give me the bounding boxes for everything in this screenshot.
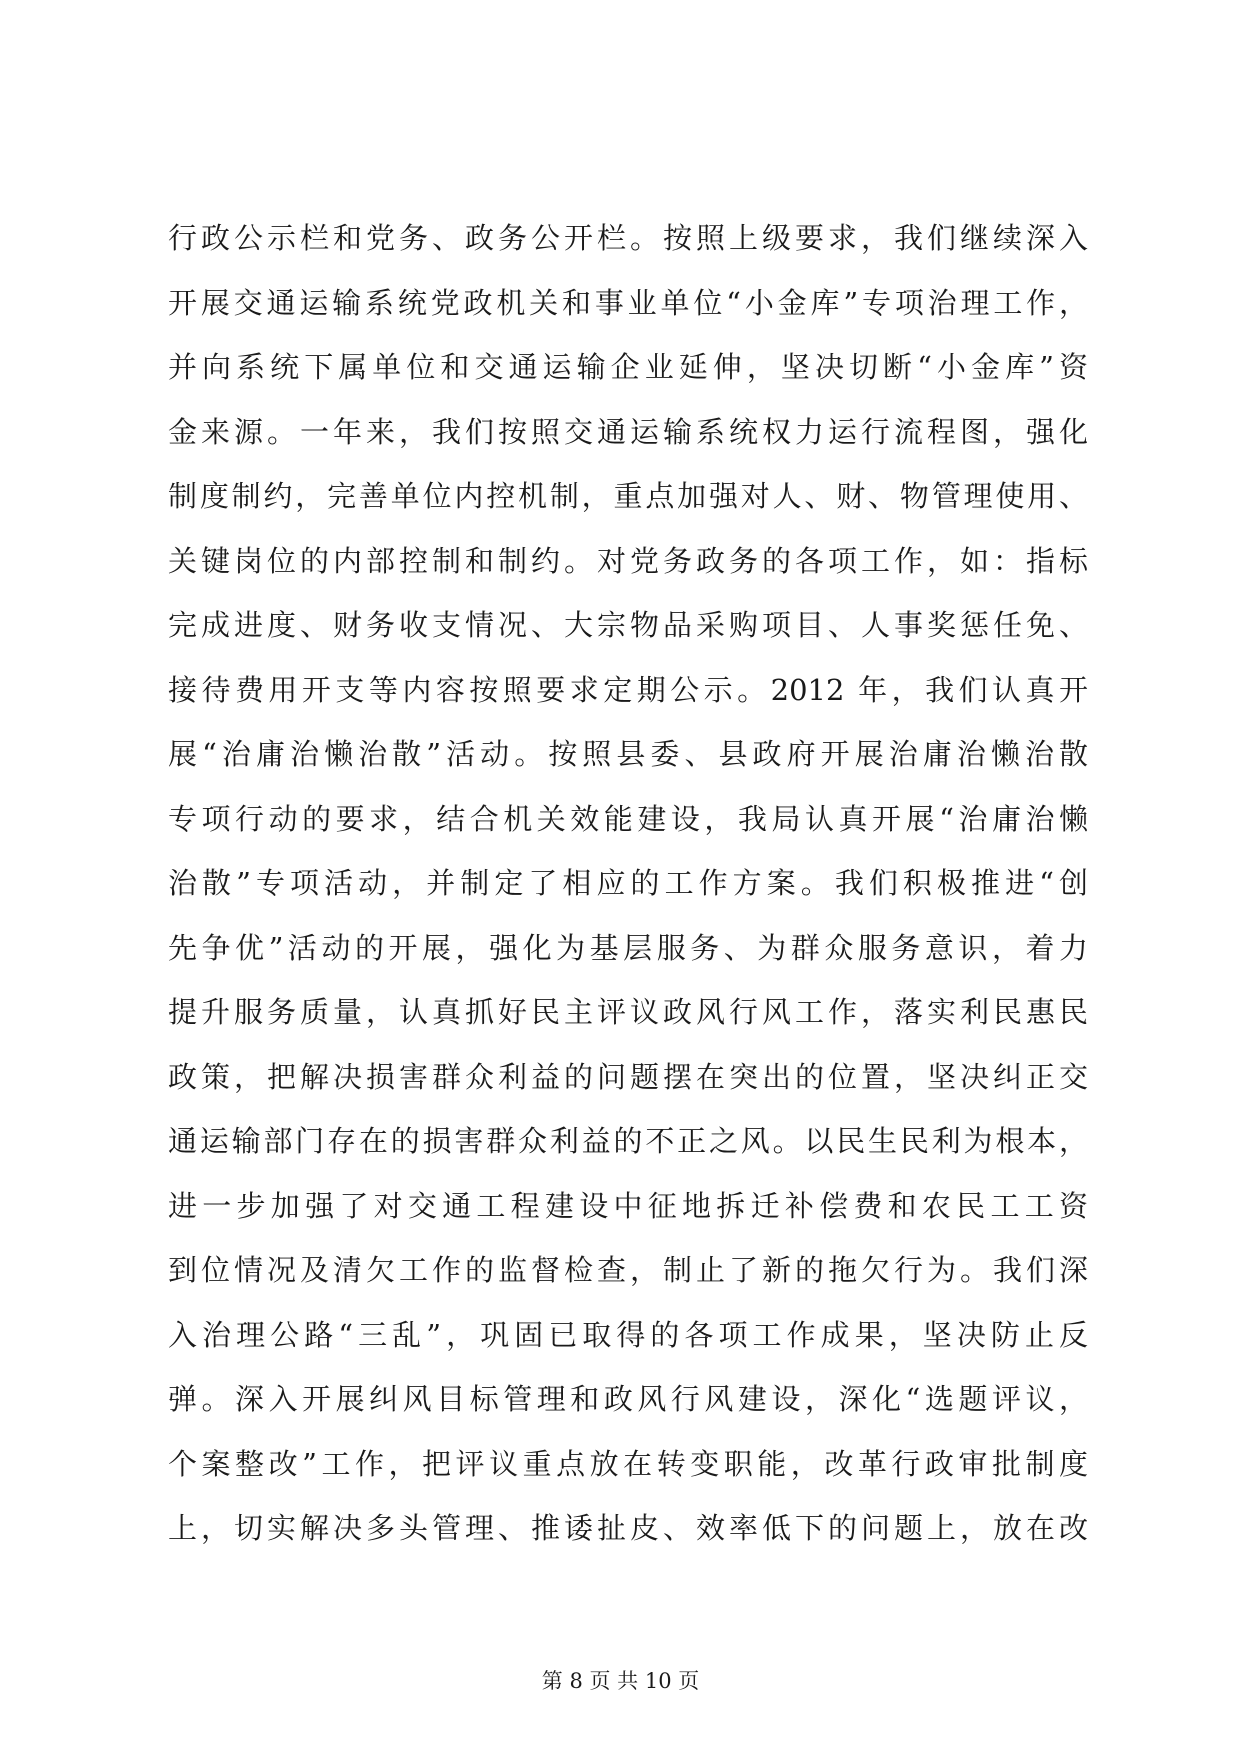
text-line: 进一步加强了对交通工程建设中征地拆迁补偿费和农民工工资 (168, 1188, 1088, 1223)
text-line: 开展交通运输系统党政机关和事业单位“小金库”专项治理工作， (168, 285, 1088, 320)
text-line: 金来源。一年来，我们按照交通运输系统权力运行流程图，强化 (168, 414, 1088, 449)
text-line: 到位情况及清欠工作的监督检查，制止了新的拖欠行为。我们深 (168, 1253, 1088, 1287)
text-line: 展“治庸治懒治散”活动。按照县委、县政府开展治庸治懒治散 (168, 737, 1088, 771)
text-line: 治散”专项活动，并制定了相应的工作方案。我们积极推进“创 (168, 866, 1088, 900)
text-line: 通运输部门存在的损害群众利益的不正之风。以民生民利为根本， (168, 1124, 1088, 1158)
text-line: 上，切实解决多头管理、推诿扯皮、效率低下的问题上，放在改 (168, 1511, 1088, 1545)
page-footer: 第 8 页 共 10 页 (541, 1669, 700, 1693)
text-line: 入治理公路“三乱”，巩固已取得的各项工作成果，坚决防止反 (168, 1317, 1088, 1352)
text-line: 完成进度、财务收支情况、大宗物品采购项目、人事奖惩任免、 (168, 608, 1088, 642)
body-text (168, 206, 1088, 1561)
text-line: 个案整改”工作，把评议重点放在转变职能，改革行政审批制度 (168, 1446, 1088, 1481)
text-line: 专项行动的要求，结合机关效能建设，我局认真开展“治庸治懒 (168, 801, 1088, 836)
text-line: 关键岗位的内部控制和制约。对党务政务的各项工作，如：指标 (168, 543, 1088, 578)
text-line: 弹。深入开展纠风目标管理和政风行风建设，深化“选题评议， (168, 1382, 1088, 1416)
text-line: 先争优”活动的开展，强化为基层服务、为群众服务意识，着力 (168, 930, 1088, 965)
text-line: 提升服务质量，认真抓好民主评议政风行风工作，落实利民惠民 (168, 995, 1088, 1029)
text-line: 行政公示栏和党务、政务公开栏。按照上级要求，我们继续深入 (168, 221, 1088, 255)
text-line: 制度制约，完善单位内控机制，重点加强对人、财、物管理使用、 (168, 479, 1088, 513)
text-line: 政策，把解决损害群众利益的问题摆在突出的位置，坚决纠正交 (168, 1059, 1088, 1094)
text-line: 并向系统下属单位和交通运输企业延伸，坚决切断“小金库”资 (168, 350, 1088, 384)
text-line: 接待费用开支等内容按照要求定期公示。2012 年，我们认真开 (168, 672, 1088, 707)
